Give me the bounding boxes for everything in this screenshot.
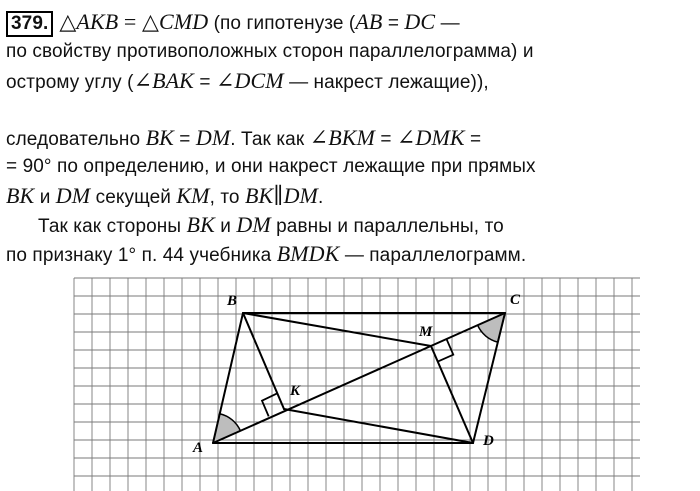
text-segment: . <box>317 187 324 208</box>
text-segment: = <box>464 129 482 150</box>
text-line-2: по свойству противоположных сторон параллелограмма) и <box>6 41 534 62</box>
math-cmd: CMD <box>159 9 209 34</box>
segment-mb <box>243 313 431 346</box>
point-label-k: K <box>290 383 301 399</box>
point-label-a: A <box>193 440 204 456</box>
point-label-c: C <box>510 292 521 308</box>
math-dm: DM <box>283 183 318 208</box>
angle-symbol: ∠ <box>133 68 153 93</box>
text-segment: , то <box>209 187 245 208</box>
math-dm: DM <box>236 212 271 237</box>
angle-symbol: ∠ <box>309 125 329 150</box>
text-segment: — параллелограмм. <box>339 245 527 266</box>
math-dm: DM <box>55 183 91 208</box>
text-segment: — накрест лежащие)), <box>283 72 489 93</box>
math-bk: BK <box>145 125 174 150</box>
text-segment: следовательно <box>6 129 146 150</box>
text-segment: . Так как <box>230 129 310 150</box>
math-eq-tri: = △ <box>118 9 160 34</box>
point-label-b: B <box>227 293 238 309</box>
parallel-symbol: ∥ <box>273 183 284 208</box>
angle-symbol: ∠ <box>396 125 416 150</box>
text-segment: (по гипотенузе ( <box>208 13 356 34</box>
math-bk: BK <box>186 212 215 237</box>
text-segment: и <box>34 187 56 208</box>
grid <box>74 278 640 491</box>
text-segment: острому углу ( <box>6 72 134 93</box>
math-bk: BK <box>244 183 274 208</box>
triangle-symbol: △ <box>59 9 77 34</box>
segment-bk <box>243 313 284 409</box>
right-angle-k <box>262 393 277 416</box>
text-segment: Так как стороны <box>38 216 187 237</box>
math-bk: BK <box>6 183 35 208</box>
text-segment: = <box>173 129 196 150</box>
point-label-d: D <box>483 433 494 449</box>
math-ab: AB <box>355 9 383 34</box>
text-segment: = <box>382 13 405 34</box>
text-segment: секущей <box>90 187 177 208</box>
problem-number: 379. <box>6 11 53 37</box>
text-segment: = <box>193 72 216 93</box>
math-akb: AKB <box>76 9 119 34</box>
text-segment: равны и параллельны, то <box>270 216 504 237</box>
math-dmk: DMK <box>415 125 465 150</box>
math-km: KM <box>176 183 210 208</box>
math-dcm: DCM <box>234 68 284 93</box>
math-dc: DC <box>404 9 436 34</box>
text-segment: = <box>374 129 397 150</box>
segments <box>213 313 505 443</box>
segment-kd <box>284 409 473 443</box>
math-bak: BAK <box>152 68 194 93</box>
angle-symbol: ∠ <box>215 68 235 93</box>
text-segment: по признаку 1° п. 44 учебника <box>6 245 277 266</box>
text-segment: и <box>214 216 237 237</box>
text-segment: — <box>435 13 460 34</box>
math-bmdk: BMDK <box>276 241 340 266</box>
math-bkm: BKM <box>328 125 375 150</box>
point-label-m: M <box>419 324 433 340</box>
math-dm: DM <box>195 125 231 150</box>
text-line-5: = 90° по определению, и они накрест лежащие при прямых <box>6 156 536 177</box>
